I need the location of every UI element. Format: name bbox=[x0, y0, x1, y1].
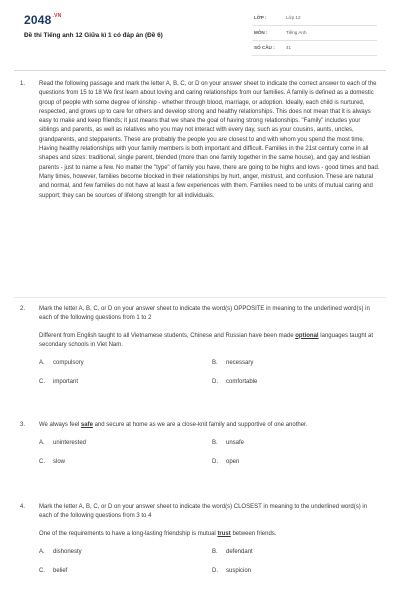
logo-suffix: .VN bbox=[52, 13, 62, 19]
option-letter: C. bbox=[39, 379, 45, 386]
meta-row-class bbox=[252, 13, 377, 26]
option-letter: B. bbox=[212, 360, 218, 367]
option-letter: D. bbox=[212, 459, 218, 466]
meta-row-subject bbox=[252, 28, 377, 41]
question-2 bbox=[20, 305, 380, 415]
logo-text: 2048 bbox=[24, 13, 52, 27]
sentence-part: We always feel bbox=[39, 422, 81, 428]
exam-title: Đề thi Tiếng anh 12 Giữa kì 1 có đáp án (Đề 6) bbox=[24, 32, 163, 39]
option-text: comfortable bbox=[226, 379, 258, 386]
question-1 bbox=[20, 80, 380, 280]
meta-label: SỐ CÂU : bbox=[254, 45, 275, 50]
option-text: uninterested bbox=[53, 440, 87, 447]
option-b[interactable] bbox=[212, 359, 253, 368]
option-d[interactable] bbox=[212, 458, 239, 467]
question-number: 2. bbox=[20, 306, 26, 312]
meta-label: MÔN : bbox=[254, 30, 268, 35]
option-b[interactable] bbox=[212, 439, 244, 448]
option-text: necessary bbox=[226, 360, 254, 367]
question-number: 4. bbox=[20, 504, 26, 510]
answer-options bbox=[39, 358, 380, 390]
underlined-word: safe bbox=[80, 422, 93, 428]
question-number: 1. bbox=[20, 81, 26, 87]
sentence-part: Different from English taught to all Vietnamese students, Chinese and Russian have been made bbox=[39, 332, 296, 339]
option-a[interactable] bbox=[39, 359, 84, 368]
option-c[interactable] bbox=[39, 458, 65, 467]
underlined-word: optional bbox=[295, 332, 319, 339]
option-text: unsafe bbox=[226, 440, 245, 447]
option-text: compulsory bbox=[53, 360, 84, 367]
question-sentence bbox=[39, 332, 380, 351]
option-c[interactable] bbox=[39, 567, 67, 576]
option-d[interactable] bbox=[212, 567, 251, 576]
option-text: suspicion bbox=[226, 567, 252, 574]
question-3 bbox=[20, 421, 380, 491]
option-letter: B. bbox=[212, 548, 218, 555]
question-separator bbox=[14, 297, 386, 298]
answer-options bbox=[39, 547, 380, 579]
meta-value: Lớp 12 bbox=[286, 15, 301, 20]
question-4 bbox=[20, 503, 380, 598]
meta-label: LỚP : bbox=[254, 15, 267, 20]
option-text: belief bbox=[53, 567, 68, 574]
site-logo[interactable] bbox=[24, 13, 61, 27]
option-letter: B. bbox=[212, 440, 218, 447]
option-letter: D. bbox=[212, 567, 218, 574]
option-a[interactable] bbox=[39, 548, 82, 557]
sentence-part: between friends. bbox=[230, 530, 277, 537]
answer-options bbox=[39, 438, 380, 470]
option-text: open bbox=[226, 459, 240, 466]
option-letter: A. bbox=[39, 548, 45, 555]
option-letter: C. bbox=[39, 567, 45, 574]
option-b[interactable] bbox=[212, 548, 253, 557]
meta-value: Tiếng Anh bbox=[286, 30, 307, 35]
sentence-part: and secure at home as we are a close-knit family and supportive of one another. bbox=[92, 422, 308, 428]
question-sentence bbox=[39, 421, 380, 430]
meta-row-question-count bbox=[252, 43, 377, 56]
option-c[interactable] bbox=[39, 378, 78, 387]
option-letter: C. bbox=[39, 459, 45, 466]
question-number: 3. bbox=[20, 422, 26, 428]
option-d[interactable] bbox=[212, 378, 257, 387]
meta-value: 41 bbox=[286, 45, 292, 50]
option-letter: A. bbox=[39, 440, 45, 447]
option-letter: A. bbox=[39, 360, 45, 367]
question-sentence bbox=[39, 530, 380, 539]
underlined-word: trust bbox=[217, 530, 231, 537]
page-header bbox=[0, 0, 400, 62]
option-text: dishonesty bbox=[53, 548, 82, 555]
header-divider bbox=[14, 70, 386, 71]
sentence-part: One of the requirements to have a long-lasting friendship is mutual bbox=[39, 530, 218, 537]
exam-meta-table bbox=[252, 13, 377, 58]
reading-passage: Read the following passage and mark the letter A, B, C, or D on your answer sheet to indicate the correct answer to each of the questions from 15 to 18 We first learn about loving and caring relationships from our families. A family is defined as a domestic group of people with some degree of kinship - whether through blood, marriage, or adoption. Ideally, each child is nurtured, respected, and grows up to care for others and develop strong and healthy relationships. This does not mean that it is always easy to make and keep friends; it just means that we share the goal of having strong relationships. "Family" includes your siblings and parents, as well as relatives who you may not interact with every day, such as your cousins, aunts, uncles, grandparents, and stepparents. These are probably the people you are closest to and with whom you spend the most time. Having healthy relationships with your family members is both important and difficult. Families in the 21st century come in all shapes and sizes: traditional, single parent, blended (more than one family together in the same house), and gay and lesbian parents - just to name a few. No matter the "type" of family you have, there are going to be highs and lows - good times and bad. Many times, however, families become blocked in their relationships by hurt, anger, mistrust, and confusion. These are natural and normal, and few families do not have at least a few experiences with them. Families need to be units of mutual caring and support; they can be sources of lifelong strength for all individuals. bbox=[39, 81, 380, 199]
sentence-part: languages taught at secondary schools in Viet Nam. bbox=[39, 332, 373, 348]
option-text: defendant bbox=[226, 548, 253, 555]
option-a[interactable] bbox=[39, 439, 86, 448]
option-text: important bbox=[53, 379, 79, 386]
option-letter: D. bbox=[212, 379, 218, 386]
option-text: slow bbox=[53, 459, 66, 466]
question-instruction: Mark the letter A, B, C, or D on your answer sheet to indicate the word(s) CLOSEST in meaning to the underlined word(s) in each of the following questions from 3 to 4 bbox=[39, 504, 368, 520]
question-instruction: Mark the letter A, B, C, or D on your answer sheet to indicate the word(s) OPPOSITE in meaning to the underlined word(s) in each of the following questions from 1 to 2 bbox=[39, 306, 370, 322]
